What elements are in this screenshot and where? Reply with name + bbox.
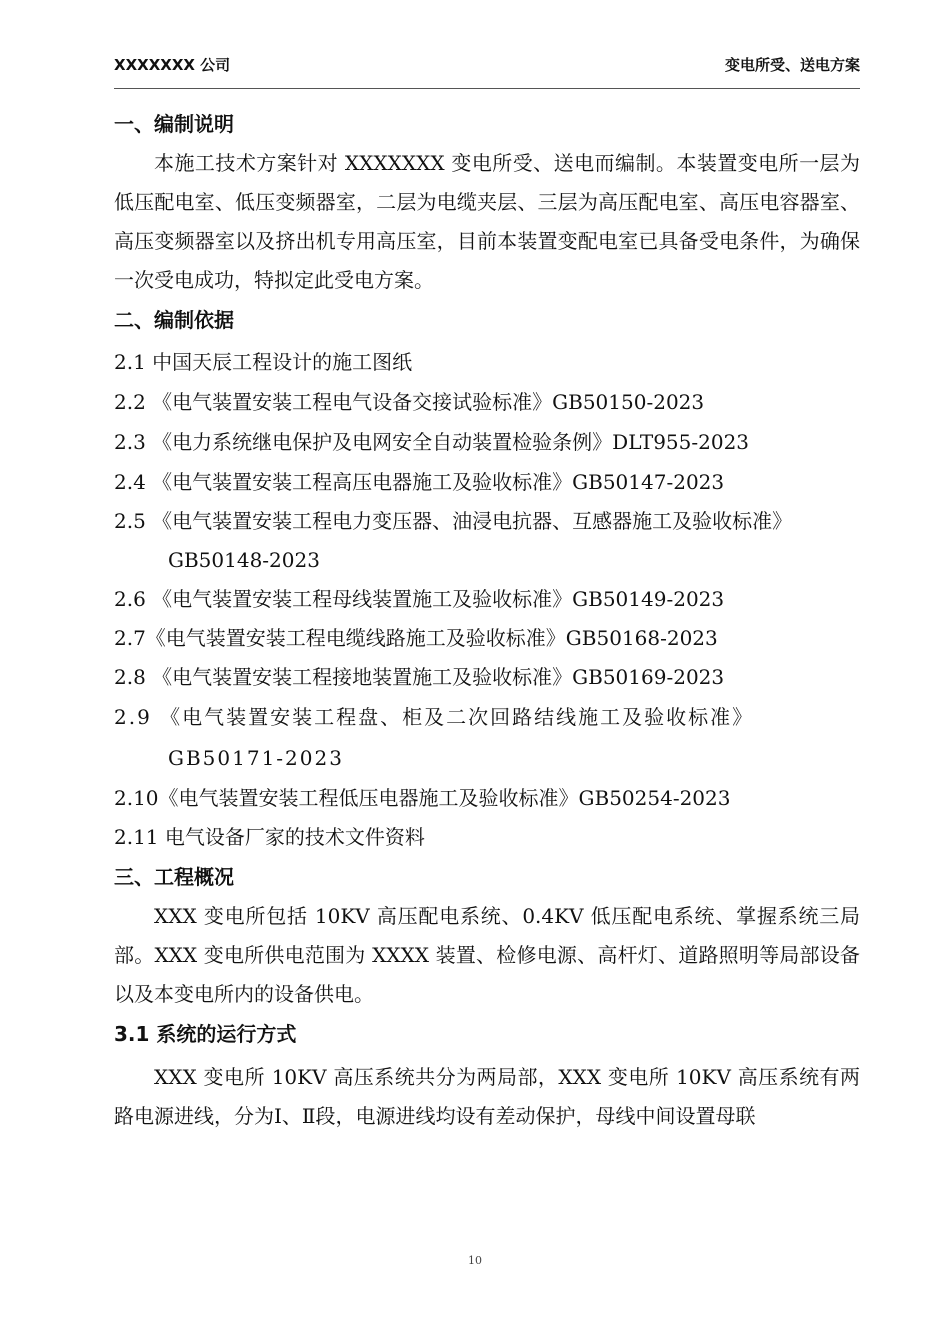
reference-item: 2.4 《电气装置安装工程高压电器施工及验收标准》GB50147-2023	[114, 470, 725, 494]
reference-item: 2.8 《电气装置安装工程接地装置施工及验收标准》GB50169-2023	[114, 665, 725, 689]
subsection-3-1-heading: 3.1 系统的运行方式	[114, 1022, 297, 1046]
reference-item: 2.9 《电气装置安装工程盘、柜及二次回路结线施工及验收标准》GB50171-2023	[114, 705, 755, 770]
reference-item: 2.6 《电气装置安装工程母线装置施工及验收标准》GB50149-2023	[114, 587, 725, 611]
document-body	[114, 104, 860, 1136]
page-header	[114, 52, 860, 76]
header-divider	[114, 88, 860, 89]
section-1-heading: 一、编制说明	[114, 112, 234, 136]
page-number: 10	[468, 1254, 482, 1267]
reference-item: 2.2 《电气装置安装工程电气设备交接试验标准》GB50150-2023	[114, 390, 705, 414]
header-title: 变电所受、送电方案	[724, 56, 860, 74]
reference-item: 2.11 电气设备厂家的技术文件资料	[114, 825, 425, 849]
section-1-paragraph: 本施工技术方案针对 XXXXXXX 变电所受、送电而编制。本装置变电所一层为低压配电室、低压变频器室，二层为电缆夹层、三层为高压配电室、高压电容器室、高压变频器室以及挤出机专用高压室，目前本装置变配电室已具备受电条件，为确保一次受电成功，特拟定此受电方案。	[114, 151, 860, 292]
section-3-heading: 三、工程概况	[114, 865, 234, 889]
reference-item: 2.1 中国天辰工程设计的施工图纸	[114, 350, 413, 374]
reference-item: 2.3 《电力系统继电保护及电网安全自动装置检验条例》DLT955-2023	[114, 430, 750, 454]
subsection-3-1-paragraph: XXX 变电所 10KV 高压系统共分为两局部，XXX 变电所 10KV 高压系统有两路电源进线，分为Ⅰ、Ⅱ段，电源进线均设有差动保护，母线中间设置母联	[114, 1065, 860, 1128]
section-2-heading: 二、编制依据	[114, 308, 234, 332]
section-3-paragraph: XXX 变电所包括 10KV 高压配电系统、0.4KV 低压配电系统、掌握系统三局部。XXX 变电所供电范围为 XXXX 装置、检修电源、高杆灯、道路照明等局部设备以及本变电所内的设备供电。	[114, 904, 860, 1006]
reference-item: 2.7《电气装置安装工程电缆线路施工及验收标准》GB50168-2023	[114, 626, 718, 650]
reference-list	[114, 342, 860, 857]
reference-item: 2.10《电气装置安装工程低压电器施工及验收标准》GB50254-2023	[114, 786, 731, 810]
reference-item: 2.5 《电气装置安装工程电力变压器、油浸电抗器、互感器施工及验收标准》GB50148-2023	[114, 509, 793, 572]
header-company: XXXXXXX 公司	[114, 56, 231, 74]
